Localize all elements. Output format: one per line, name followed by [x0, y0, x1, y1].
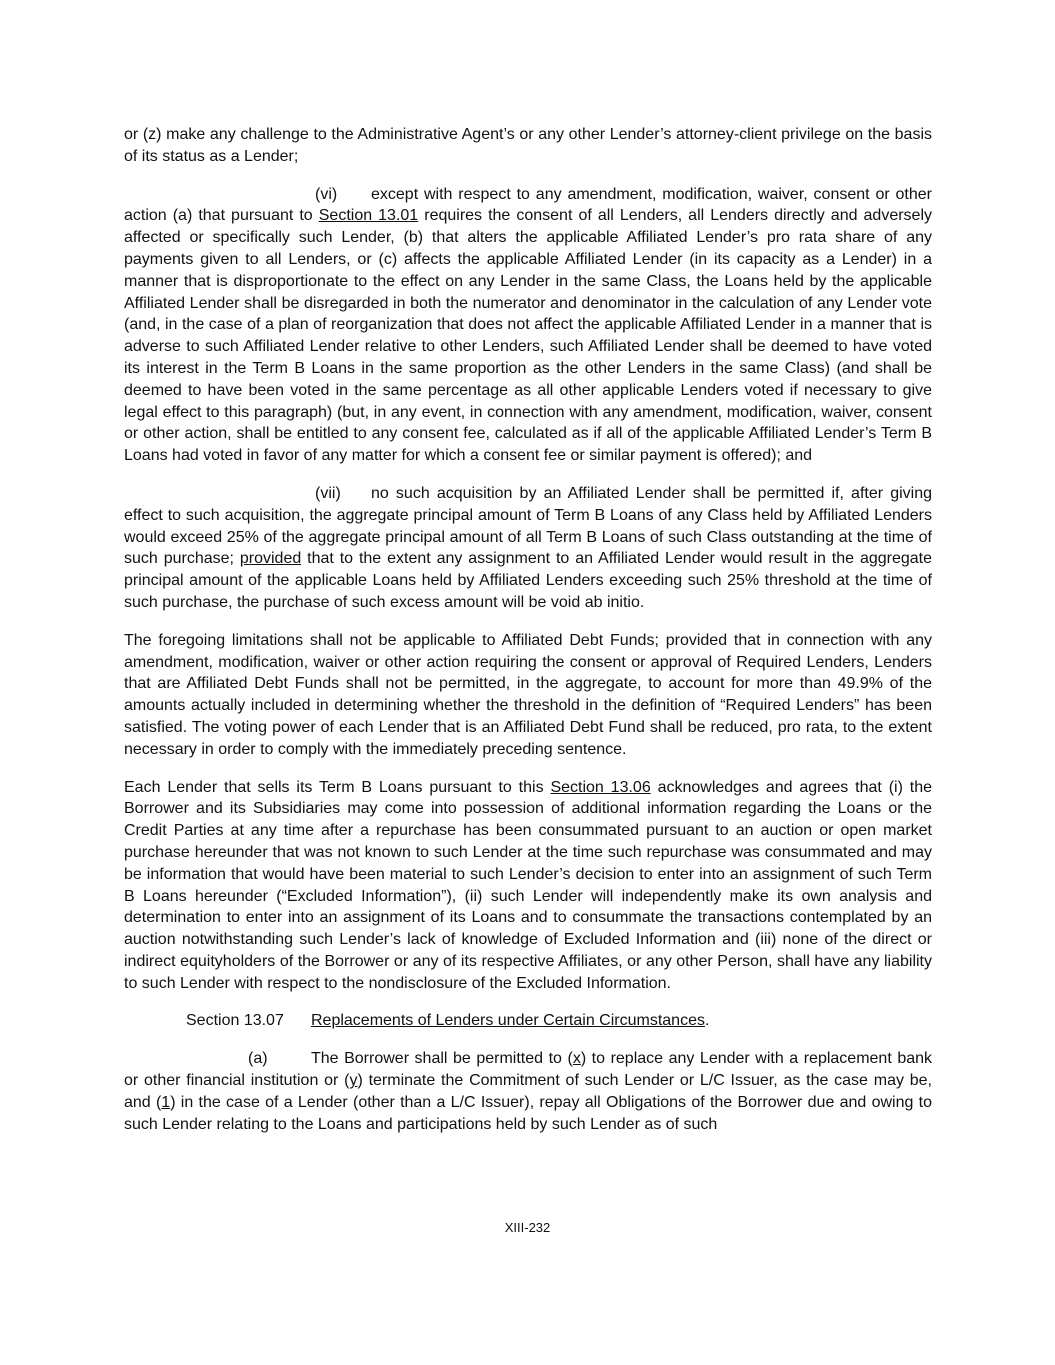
- paragraph-foregoing-limitations: [124, 630, 932, 761]
- paragraph-attorney-client: [124, 124, 932, 168]
- clause-number: (a): [248, 1050, 268, 1068]
- document-body: [124, 124, 932, 1152]
- clause-text: no such acquisition by an Affiliated Lender shall be permitted if, after giving effect to such acquisition, the aggregate principal amount of Term B Loans of any Class held by Affiliated Lenders would exceed 25% of the aggregate principal amount of all Term B Loans of such Class outstanding at the time of such purchase;: [124, 484, 932, 568]
- paragraph-each-lender: [124, 777, 932, 995]
- clause-number: (vii): [315, 484, 341, 502]
- paragraph-text: or (z) make any challenge to the Administrative Agent’s or any other Lender’s attorney-client privilege on the basis of its status as a Lender;: [124, 126, 932, 165]
- paragraph-text: The foregoing limitations shall not be applicable to Affiliated Debt Funds; provided that in connection with any amendment, modification, waiver or other action requiring the consent or approval of Required Lenders, Lenders that are Affiliated Debt Funds shall not be permitted, in the aggregate, to account for more than 49.9% of the amounts actually included in determining whether the threshold in the definition of “Required Lenders” has been satisfied. The voting power of each Lender that is an Affiliated Debt Fund shall be reduced, pro rata, to the extent necessary in order to comply with the immediately preceding sentence.: [124, 631, 932, 758]
- paragraph-text: acknowledges and agrees that (i) the Borrower and its Subsidiaries may come into possession of additional information regarding the Loans or the Credit Parties at any time after a repurchase has been consummated pursuant to an auction or open market purchase hereunder that was not known to such Lender at the time such repurchase was consummated and may be information that would have been material to such Lender’s decision to enter into an assignment of such Term B Loans hereunder (“Excluded Information”), (ii) such Lender will independently make its own analysis and determination to enter into an assignment of its Loans and to consummate the transactions contemplated by an auction notwithstanding such Lender’s lack of knowledge of Excluded Information and (iii) none of the direct or indirect equityholders of the Borrower or any of its respective Affiliates, or any other Person, shall have any liability to such Lender with respect to the nondisclosure of the Excluded Information.: [124, 778, 933, 992]
- clause-text: ) to replace any Lender with a replacement bank or other financial institution or (: [124, 1050, 933, 1090]
- page-number: XIII-232: [504, 1220, 551, 1235]
- section-title: Replacements of Lenders under Certain Circumstances: [311, 1012, 705, 1030]
- clause-marker-1: 1: [161, 1094, 171, 1112]
- section-reference: Section 13.06: [550, 778, 651, 796]
- clause-marker-y: y: [349, 1072, 358, 1090]
- section-reference: Section 13.01: [318, 207, 419, 225]
- section-heading: [186, 1010, 932, 1032]
- clause-text: ) in the case of a Lender (other than a L/C Issuer), repay all Obligations of the Borrower due and owing to such Lender relating to the Loans and participations held by such Lender as of such: [124, 1094, 933, 1133]
- paragraph-text: Each Lender that sells its Term B Loans pursuant to this: [124, 778, 551, 796]
- section-number: Section 13.07: [186, 1012, 284, 1030]
- clause-marker-x: x: [572, 1050, 581, 1068]
- clause-text: ) terminate the Commitment of such Lender or L/C Issuer, as the case may be, and (: [124, 1072, 932, 1112]
- clause-text: except with respect to any amendment, modification, waiver, consent or other action (a) that pursuant to: [124, 185, 932, 225]
- clause-vi: [124, 184, 932, 467]
- clause-a: [124, 1048, 932, 1135]
- section-title-period: .: [704, 1012, 710, 1030]
- clause-vii: [124, 483, 932, 614]
- clause-text: requires the consent of all Lenders, all Lenders directly and adversely affected or specifically such Lender, (b) that alters the applicable Affiliated Lender’s pro rata share of any payments given to all Lenders, or (c) affects the applicable Affiliated Lender (in its capacity as a Lender) in a manner that is disproportionate to the effect on any Lender in the same Class, the Loans held by the applicable Affiliated Lender shall be disregarded in both the numerator and denominator in the calculation of any Lender vote (and, in the case of a plan of reorganization that does not affect the applicable Affiliated Lender in a manner that is adverse to such Affiliated Lender relative to other Lenders, such Affiliated Lender shall be deemed to have voted its interest in the Term B Loans in the same proportion as the other Lenders in the same Class) (and shall be deemed to have been voted in the same percentage as all other applicable Lenders voted if necessary to give legal effect to this paragraph) (but, in any event, in connection with any amendment, modification, waiver, consent or other action, shall be entitled to any consent fee, calculated as if all of the applicable Affiliated Lender’s Term B Loans had voted in favor of any matter for which a consent fee or similar payment is offered); and: [124, 207, 933, 465]
- provided-term: provided: [239, 550, 302, 568]
- clause-text: that to the extent any assignment to an Affiliated Lender would result in the aggregate principal amount of the applicable Loans held by Affiliated Lenders exceeding such 25% threshold at the time of such purchase, the purchase of such excess amount will be void ab initio.: [124, 550, 933, 611]
- clause-text: The Borrower shall be permitted to (: [311, 1050, 573, 1068]
- clause-number: (vi): [315, 185, 338, 203]
